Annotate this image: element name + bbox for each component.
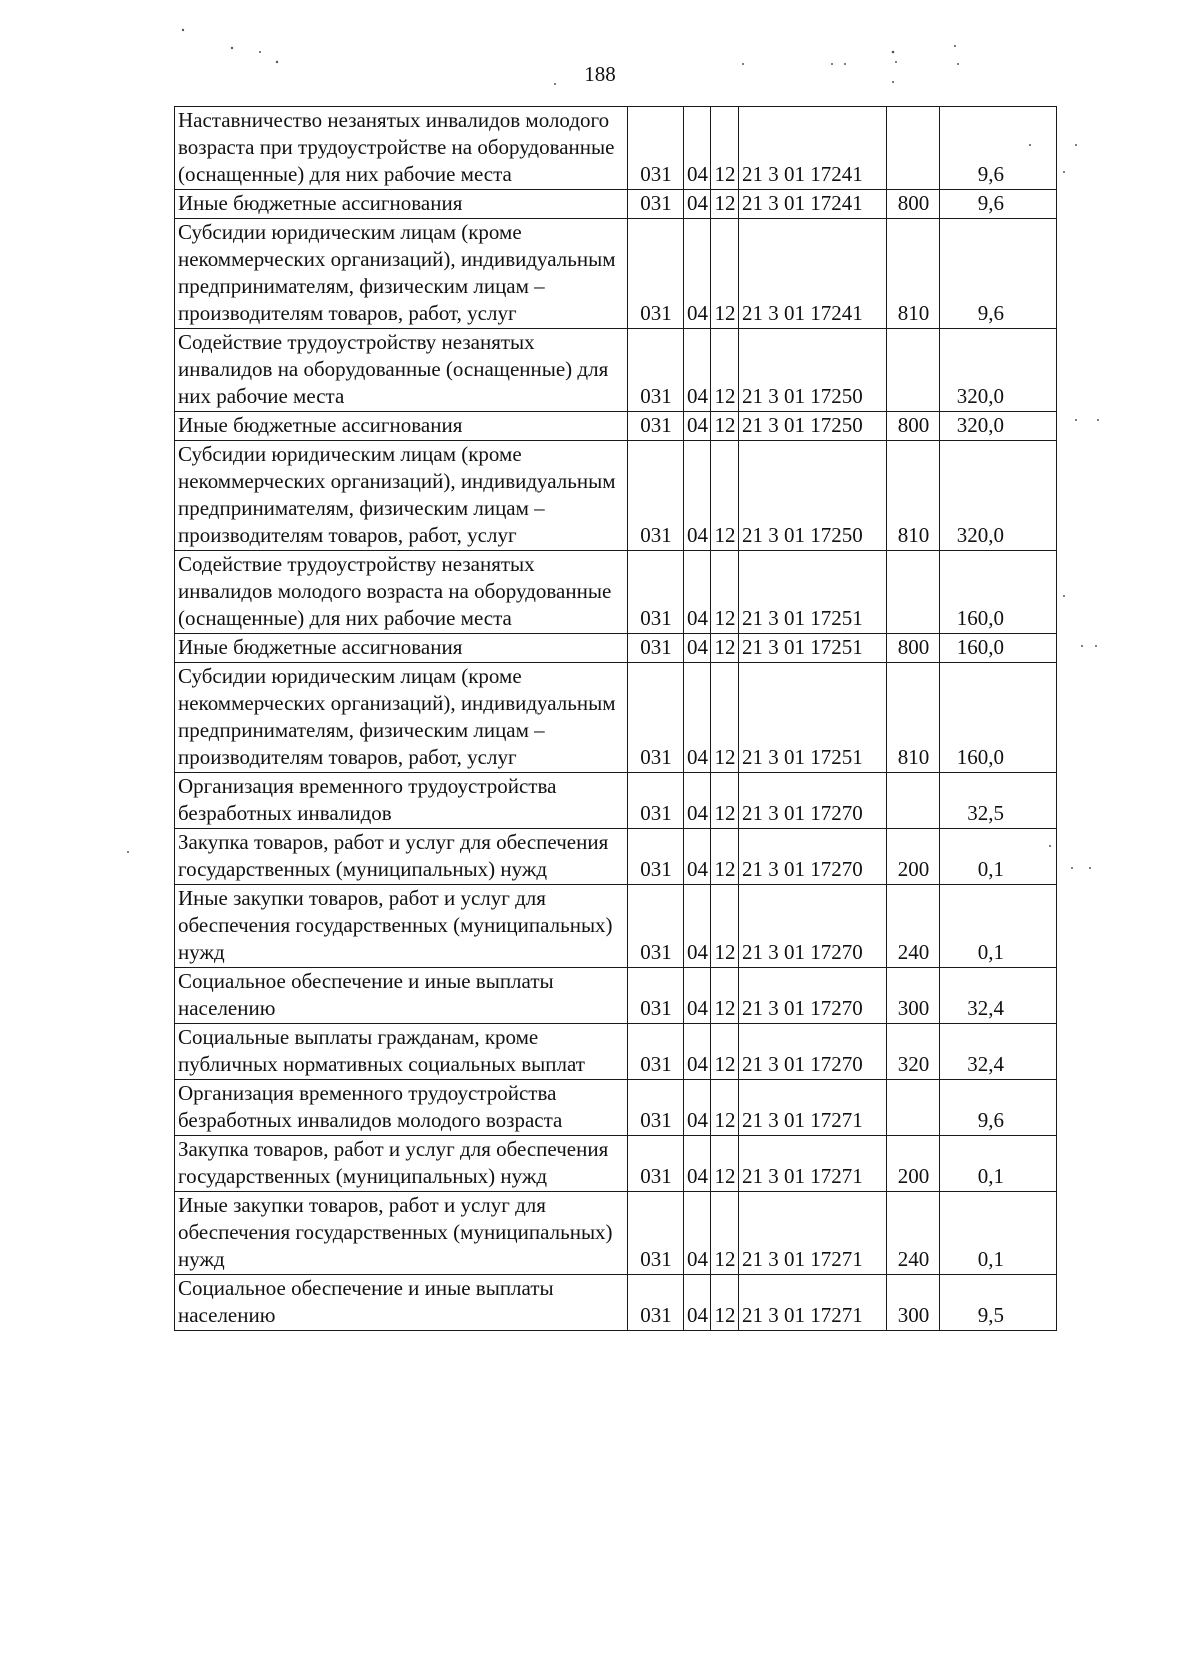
table-row	[175, 441, 1057, 551]
cell-csr: 21 3 01 17241	[739, 219, 887, 329]
cell-pr: 12	[711, 829, 739, 885]
cell-pr: 12	[711, 663, 739, 773]
cell-csr: 21 3 01 17271	[739, 1136, 887, 1192]
cell-pr: 12	[711, 190, 739, 219]
cell-vr: 800	[887, 634, 940, 663]
cell-name: Субсидии юридическим лицам (кроме некоммерческих организаций), индивидуальным предпринимателям, физическим лицам – производителям товаров, работ, услуг	[175, 219, 628, 329]
cell-ved: 031	[628, 1275, 684, 1331]
cell-vr: 240	[887, 885, 940, 968]
table-row	[175, 412, 1057, 441]
cell-rz: 04	[684, 219, 711, 329]
cell-csr: 21 3 01 17270	[739, 1024, 887, 1080]
cell-name: Социальное обеспечение и иные выплаты населению	[175, 1275, 628, 1331]
table-row	[175, 663, 1057, 773]
cell-pr: 12	[711, 219, 739, 329]
cell-ved: 031	[628, 1192, 684, 1275]
cell-sum: 160,0	[940, 634, 1057, 663]
cell-sum: 9,6	[940, 190, 1057, 219]
table-row	[175, 1080, 1057, 1136]
cell-vr: 300	[887, 1275, 940, 1331]
cell-rz: 04	[684, 829, 711, 885]
cell-sum: 9,6	[940, 107, 1057, 190]
table-row	[175, 773, 1057, 829]
cell-sum: 32,5	[940, 773, 1057, 829]
cell-name: Иные бюджетные ассигнования	[175, 634, 628, 663]
cell-sum: 32,4	[940, 968, 1057, 1024]
cell-ved: 031	[628, 773, 684, 829]
cell-name: Организация временного трудоустройства безработных инвалидов молодого возраста	[175, 1080, 628, 1136]
cell-vr: 800	[887, 412, 940, 441]
cell-ved: 031	[628, 1080, 684, 1136]
cell-csr: 21 3 01 17270	[739, 829, 887, 885]
table-row	[175, 829, 1057, 885]
table-row	[175, 1275, 1057, 1331]
cell-ved: 031	[628, 968, 684, 1024]
cell-vr	[887, 773, 940, 829]
table-row	[175, 329, 1057, 412]
table-row	[175, 551, 1057, 634]
cell-csr: 21 3 01 17251	[739, 634, 887, 663]
cell-pr: 12	[711, 441, 739, 551]
cell-pr: 12	[711, 1080, 739, 1136]
cell-csr: 21 3 01 17251	[739, 663, 887, 773]
table-row	[175, 634, 1057, 663]
cell-ved: 031	[628, 412, 684, 441]
cell-vr	[887, 551, 940, 634]
cell-csr: 21 3 01 17271	[739, 1080, 887, 1136]
cell-csr: 21 3 01 17250	[739, 441, 887, 551]
cell-vr: 320	[887, 1024, 940, 1080]
cell-csr: 21 3 01 17250	[739, 412, 887, 441]
cell-rz: 04	[684, 1136, 711, 1192]
cell-sum: 9,6	[940, 1080, 1057, 1136]
cell-pr: 12	[711, 773, 739, 829]
cell-sum: 320,0	[940, 441, 1057, 551]
cell-vr: 810	[887, 441, 940, 551]
cell-pr: 12	[711, 885, 739, 968]
cell-name: Иные бюджетные ассигнования	[175, 190, 628, 219]
cell-sum: 320,0	[940, 412, 1057, 441]
table-row	[175, 1192, 1057, 1275]
cell-ved: 031	[628, 107, 684, 190]
table-row	[175, 107, 1057, 190]
cell-pr: 12	[711, 968, 739, 1024]
cell-rz: 04	[684, 968, 711, 1024]
cell-csr: 21 3 01 17251	[739, 551, 887, 634]
cell-name: Иные закупки товаров, работ и услуг для обеспечения государственных (муниципальных) нужд	[175, 885, 628, 968]
table-row	[175, 1024, 1057, 1080]
cell-vr	[887, 329, 940, 412]
cell-ved: 031	[628, 663, 684, 773]
cell-rz: 04	[684, 1275, 711, 1331]
cell-vr: 800	[887, 190, 940, 219]
cell-vr	[887, 1080, 940, 1136]
cell-sum: 9,5	[940, 1275, 1057, 1331]
cell-vr	[887, 107, 940, 190]
cell-csr: 21 3 01 17241	[739, 107, 887, 190]
cell-vr: 200	[887, 1136, 940, 1192]
cell-pr: 12	[711, 1136, 739, 1192]
cell-pr: 12	[711, 551, 739, 634]
cell-ved: 031	[628, 190, 684, 219]
table-row	[175, 219, 1057, 329]
cell-rz: 04	[684, 1080, 711, 1136]
cell-name: Наставничество незанятых инвалидов молодого возраста при трудоустройстве на оборудованные (оснащенные) для них рабочие места	[175, 107, 628, 190]
cell-rz: 04	[684, 885, 711, 968]
cell-name: Иные закупки товаров, работ и услуг для обеспечения государственных (муниципальных) нужд	[175, 1192, 628, 1275]
cell-csr: 21 3 01 17271	[739, 1275, 887, 1331]
cell-ved: 031	[628, 634, 684, 663]
cell-name: Организация временного трудоустройства безработных инвалидов	[175, 773, 628, 829]
cell-pr: 12	[711, 634, 739, 663]
cell-name: Закупка товаров, работ и услуг для обеспечения государственных (муниципальных) нужд	[175, 1136, 628, 1192]
budget-table	[174, 106, 1057, 1331]
cell-sum: 160,0	[940, 551, 1057, 634]
table-row	[175, 190, 1057, 219]
cell-rz: 04	[684, 663, 711, 773]
cell-rz: 04	[684, 441, 711, 551]
cell-vr: 810	[887, 219, 940, 329]
cell-sum: 0,1	[940, 1192, 1057, 1275]
table-row	[175, 885, 1057, 968]
cell-sum: 0,1	[940, 885, 1057, 968]
cell-name: Социальные выплаты гражданам, кроме публичных нормативных социальных выплат	[175, 1024, 628, 1080]
cell-pr: 12	[711, 412, 739, 441]
cell-pr: 12	[711, 1024, 739, 1080]
cell-pr: 12	[711, 329, 739, 412]
cell-rz: 04	[684, 1024, 711, 1080]
cell-ved: 031	[628, 329, 684, 412]
cell-ved: 031	[628, 829, 684, 885]
cell-csr: 21 3 01 17241	[739, 190, 887, 219]
cell-name: Социальное обеспечение и иные выплаты населению	[175, 968, 628, 1024]
cell-name: Иные бюджетные ассигнования	[175, 412, 628, 441]
cell-csr: 21 3 01 17270	[739, 885, 887, 968]
cell-vr: 300	[887, 968, 940, 1024]
cell-pr: 12	[711, 107, 739, 190]
page-number: 188	[584, 62, 616, 86]
cell-rz: 04	[684, 634, 711, 663]
cell-sum: 320,0	[940, 329, 1057, 412]
cell-rz: 04	[684, 107, 711, 190]
cell-sum: 9,6	[940, 219, 1057, 329]
cell-ved: 031	[628, 441, 684, 551]
cell-name: Закупка товаров, работ и услуг для обеспечения государственных (муниципальных) нужд	[175, 829, 628, 885]
cell-rz: 04	[684, 1192, 711, 1275]
cell-sum: 160,0	[940, 663, 1057, 773]
cell-ved: 031	[628, 1024, 684, 1080]
cell-name: Содействие трудоустройству незанятых инвалидов на оборудованные (оснащенные) для них рабочие места	[175, 329, 628, 412]
cell-vr: 810	[887, 663, 940, 773]
cell-ved: 031	[628, 885, 684, 968]
cell-rz: 04	[684, 773, 711, 829]
table-row	[175, 968, 1057, 1024]
cell-rz: 04	[684, 412, 711, 441]
cell-csr: 21 3 01 17250	[739, 329, 887, 412]
cell-ved: 031	[628, 551, 684, 634]
cell-csr: 21 3 01 17270	[739, 968, 887, 1024]
cell-rz: 04	[684, 329, 711, 412]
cell-csr: 21 3 01 17270	[739, 773, 887, 829]
cell-ved: 031	[628, 219, 684, 329]
cell-rz: 04	[684, 190, 711, 219]
budget-table-body	[175, 107, 1057, 1331]
cell-name: Субсидии юридическим лицам (кроме некоммерческих организаций), индивидуальным предпринимателям, физическим лицам – производителям товаров, работ, услуг	[175, 663, 628, 773]
cell-pr: 12	[711, 1275, 739, 1331]
cell-csr: 21 3 01 17271	[739, 1192, 887, 1275]
cell-sum: 0,1	[940, 1136, 1057, 1192]
cell-sum: 0,1	[940, 829, 1057, 885]
cell-vr: 200	[887, 829, 940, 885]
cell-name: Субсидии юридическим лицам (кроме некоммерческих организаций), индивидуальным предпринимателям, физическим лицам – производителям товаров, работ, услуг	[175, 441, 628, 551]
table-row	[175, 1136, 1057, 1192]
cell-pr: 12	[711, 1192, 739, 1275]
cell-rz: 04	[684, 551, 711, 634]
cell-ved: 031	[628, 1136, 684, 1192]
cell-sum: 32,4	[940, 1024, 1057, 1080]
cell-vr: 240	[887, 1192, 940, 1275]
cell-name: Содействие трудоустройству незанятых инвалидов молодого возраста на оборудованные (оснащенные) для них рабочие места	[175, 551, 628, 634]
